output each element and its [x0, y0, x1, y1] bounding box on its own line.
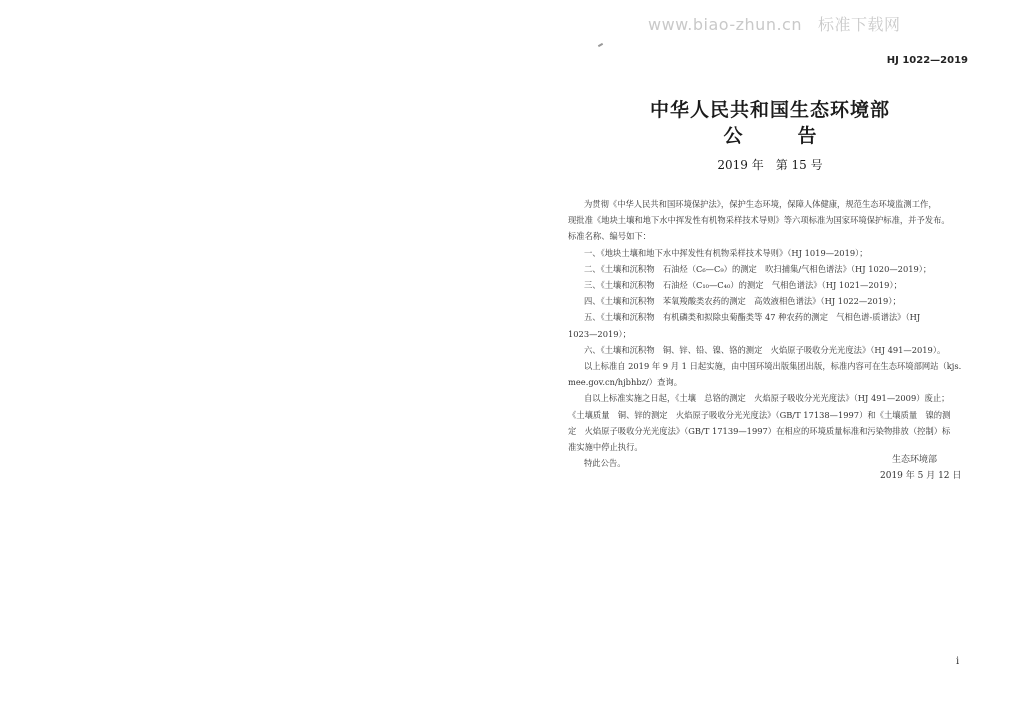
body-line: 六、《土壤和沉积物 铜、锌、铅、镍、铬的测定 火焰原子吸收分光光度法》（HJ 491—2019）。: [584, 344, 946, 355]
signature-date: 2019 年 5 月 12 日: [880, 471, 962, 481]
body-line: 特此公告。: [584, 458, 626, 469]
body-line: 现批准《地块土壤和地下水中挥发性有机物采样技术导则》等六项标准为国家环境保护标准，并予发布。: [568, 215, 950, 226]
body-line: 标准名称、编号如下：: [568, 231, 651, 242]
body-line: 二、《土壤和沉积物 石油烃（C₆—C₉）的测定 吹扫捕集/气相色谱法》（HJ 1020—2019）；: [584, 263, 932, 274]
announcement-body: [568, 196, 973, 471]
document-title: 公 告: [723, 125, 835, 147]
page-number: i: [956, 656, 960, 667]
body-line: 《土壤质量 铜、锌的测定 火焰原子吸收分光光度法》（GB/T 17138—1997）和《土壤质量 镍的测: [568, 409, 951, 420]
issuing-authority: 中华人民共和国生态环境部: [649, 99, 890, 121]
watermark-url: www.biao-zhun.cn: [648, 15, 802, 34]
body-line: 四、《土壤和沉积物 苯氧羧酸类农药的测定 高效液相色谱法》（HJ 1022—2019）；: [584, 296, 901, 307]
body-line: 五、《土壤和沉积物 有机磷类和拟除虫菊酯类等 47 种农药的测定 气相色谱-质谱法》（HJ: [584, 312, 921, 323]
watermark-site: 标准下载网: [817, 15, 901, 34]
body-line: 准实施中停止执行。: [568, 442, 643, 453]
body-line: 为贯彻《中华人民共和国环境保护法》，保护生态环境，保障人体健康，规范生态环境监测工作，: [584, 199, 937, 209]
body-line: 1023—2019）；: [568, 328, 631, 339]
document-number: 2019 年 第 15 号: [717, 158, 823, 172]
body-line: 定 火焰原子吸收分光光度法》（GB/T 17139—1997）在相应的环境质量标准和污染物排放（控制）标: [568, 425, 951, 436]
signature-organization: 生态环境部: [892, 455, 938, 465]
scan-artifact: [598, 43, 603, 47]
standard-code: HJ 1022—2019: [886, 55, 968, 66]
body-line: 三、《土壤和沉积物 石油烃（C₁₀—C₄₀）的测定 气相色谱法》（HJ 1021—2019）；: [584, 280, 902, 291]
body-line: 自以上标准实施之日起，《土壤 总铬的测定 火焰原子吸收分光光度法》（HJ 491—2009）废止；: [584, 393, 950, 404]
body-line: 一、《地块土壤和地下水中挥发性有机物采样技术导则》（HJ 1019—2019）；: [584, 247, 868, 258]
body-line: mee.gov.cn/hjbhbz/）查询。: [568, 377, 682, 388]
watermark: [648, 12, 917, 35]
body-line: 以上标准自 2019 年 9 月 1 日起实施，由中国环境出版集团出版，标准内容可在生态环境部网站（kjs.: [584, 361, 962, 372]
